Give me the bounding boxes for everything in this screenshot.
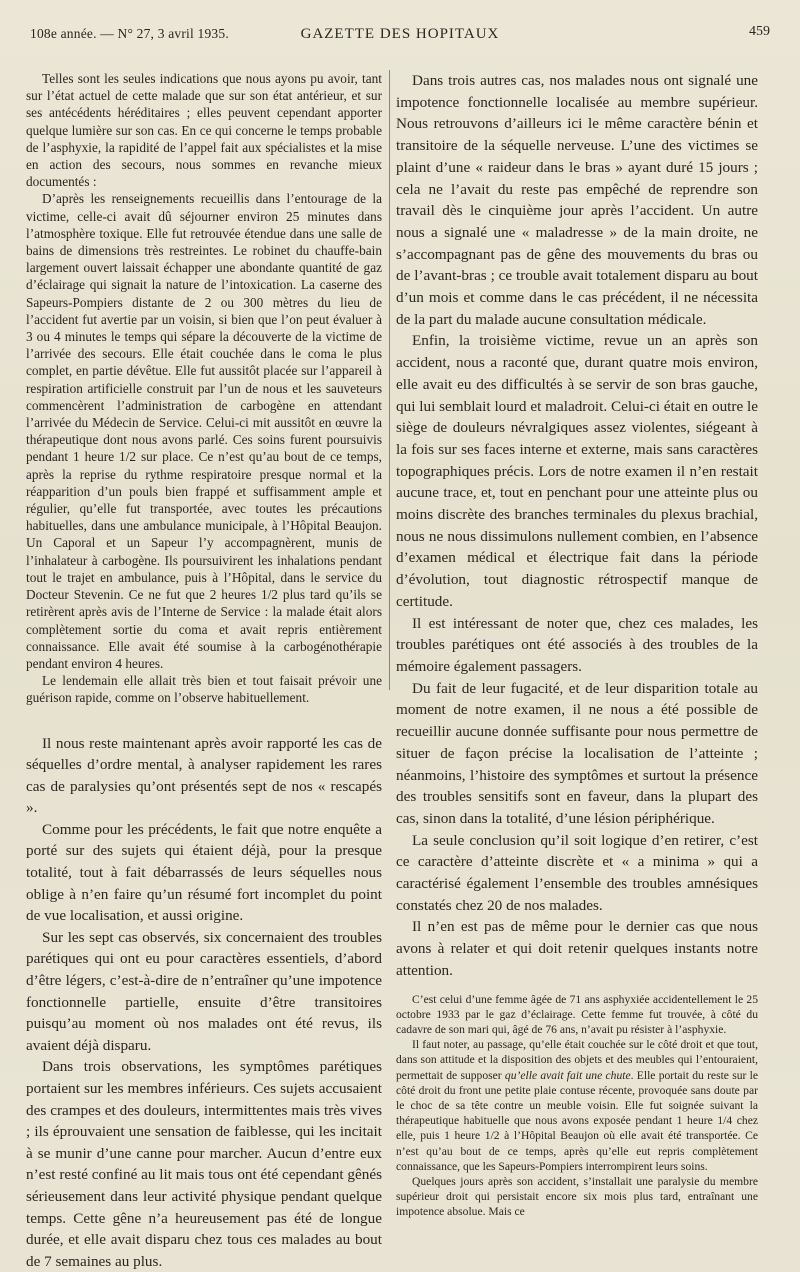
text-run: Il faut noter, au passage, qu’elle était couchée sur le côté droit et que tout, dans son attitude et la disposition des objets et des meubles qui l’entouraient, permettait de supposer — [396, 1038, 758, 1082]
section-spacer — [396, 982, 758, 992]
paragraph — [396, 1037, 758, 1174]
paragraph: Le lendemain elle allait très bien et tout faisait prévoir une guérison rapide, comme on l’observe habituellement. — [26, 673, 382, 706]
left-column — [26, 70, 382, 1270]
column-divider — [389, 70, 390, 690]
page-header — [30, 18, 770, 46]
italic-phrase: qu’elle avait fait une chute — [504, 1068, 631, 1082]
paragraph: Comme pour les précédents, le fait que notre enquête a porté sur des sujets qui étaient déjà, pour la presque totalité, tout à fait débarrassés de leurs séquelles nous oblige à n’en faire qu’un résumé fort incomplet du point de vue localisation, et aussi origine. — [26, 820, 382, 925]
issue-info: 108e année. — N° 27, 3 avril 1935. — [30, 26, 229, 41]
right-column — [396, 70, 758, 1219]
paragraph: Du fait de leur fugacité, et de leur disparition totale au moment de notre examen, il ne nous a été possible de recueillir aucune donnée suffisante pour nous permettre de situer de façon précise la localisation de l’atteinte ; néanmoins, l’histoire des symptômes et surtout la présence des troubles sensitifs sont en faveur, dans la plupart des cas, sinon dans la totalité, d’une lésion périphérique. — [396, 679, 758, 827]
paragraph: Enfin, la troisième victime, revue un an après son accident, nous a raconté que, durant quatre mois environ, elle avait eu des difficultés à se servir de son bras gauche, qui lui semblait lourd et maladroit. Celui-ci était en outre le siège de douleurs névralgiques assez violentes, siégeant à la fois sur ses faces interne et externe, mais sans caractères topographiques précis. Lors de notre examen il n’en restait aucune trace, et, tout en penchant pour une atteinte plus ou moins discrète des branches terminales du plexus brachial, nous ne nous dissimulons nullement combien, en l’absence d’examen médical et électrique fait dans la période d’évolution, tout diagnostic rétrospectif manque de certitude. — [396, 332, 758, 610]
paragraph: Il est intéressant de noter que, chez ces malades, les troubles parétiques ont été associés à des troubles de la mémoire également passagers. — [396, 614, 758, 675]
paragraph: Dans trois observations, les symptômes parétiques portaient sur les membres inférieurs. Ces sujets accusaient des crampes et des douleurs, intermittentes mais très vives ; ils éprouvaient une sensation de faiblesse, qui les incitait à se munir d’une canne pour marcher. Aucun d’entre eux n’est resté confiné au lit mais tous ont été cependant gênés sérieusement dans leur activité physique pendant quelque temps. Cette gêne n’a heureusement pas été de longue durée, et elle avait disparu chez tous ces malades au bout de 7 semaines au plus. — [26, 1058, 382, 1270]
paragraph: La seule conclusion qu’il soit logique d’en retirer, c’est ce caractère d’atteinte discrète et « a minima » qui a caractérisé également l’ensemble des troubles amnésiques constatés chez 20 de nos malades. — [396, 831, 758, 914]
paragraph: C’est celui d’une femme âgée de 71 ans asphyxiée accidentellement le 25 octobre 1933 par le gaz d’éclairage. Cette femme fut trouvée, à côté du cadavre de son mari qui, âgé de 76 ans, n’avait pu résister à l’asphyxie. — [396, 992, 758, 1036]
case-report — [396, 992, 758, 1220]
paragraph: D’après les renseignements recueillis dans l’entourage de la victime, celle-ci avait dû séjourner environ 25 minutes dans l’atmosphère toxique. Elle fut retrouvée étendue dans une salle de bains de dimensions très restreintes. Le robinet du chauffe-bain largement ouvert laissait échapper une abondante quantité de gaz d’éclairage qui signait la nature de l’intoxication. La caserne des Sapeurs-Pompiers distante de 2 ou 300 mètres du lieu de l’accident fut avertie par un voisin, si bien que l’on peut évaluer à 3 ou 4 minutes le temps qui sépare la découverte de la victime de l’arrivée des secours. Elle était couchée dans le coma le plus complet, en partie dévêtue. Elle fut aussitôt placée sur l’appareil à respiration artificielle construit par l’un de nous et les sauveteurs commencèrent l’administration de carbogène en attendant l’arrivée du Médecin de Service. Celui-ci mit aussitôt en œuvre la thérapeutique dont nous avons parlé. Ces soins furent poursuivis pendant 1 heure 1/2 sur place. Ce n’est qu’au bout de ce temps, après la reprise du rythme respiratoire presque normal et la réapparition d’un pouls bien frappé et suffisamment ample et régulier, qu’elle fut transportée, avec toutes les précautions habituelles, dans une ambulance municipale, à l’Hôpital Beaujon. Un Caporal et un Sapeur l’y accompagnèrent, munis de l’inhalateur à carbogène. Ils poursuivirent les inhalations pendant tout le trajet en ambulance, puis à l’Hôpital, dans le service du Docteur Stevenin. Ce ne fut que 2 heures 1/2 plus tard qu’ils se retirèrent après avis de l’Interne de Service : la malade était alors complètement sortie du coma et avait repris entièrement connaissance. Elle avait été soumise à la carbogénothérapie pendant environ 4 heures. — [26, 191, 382, 671]
paragraph: Dans trois autres cas, nos malades nous ont signalé une impotence fonctionnelle localisée au membre supérieur. Nous retrouvons d’ailleurs ici le même caractère bénin et transitoire de la séquelle nerveuse. L’une des victimes se plaint d’une « raideur dans le bras » ayant duré 15 jours ; cela ne l’avait du reste pas empêché de reprendre son travail dès le cinquième jour après l’accident. Un autre nous a signalé une « maladresse » de la main droite, ne s’accompagnant pas de gêne des mouvements du bras ou de l’avant-bras ; ce trouble avait totalement disparu au bout d’un mois et comme dans le cas précédent, il ne nécessita de la part du malade aucune consultation médicale. — [396, 72, 758, 328]
paragraph: Telles sont les seules indications que nous ayons pu avoir, tant sur l’état actuel de cette malade que sur son état antérieur, et sur ses antécédents héréditaires ; elles peuvent cependant apporter quelque lumière sur son cas. En ce qui concerne le temps probable de l’asphyxie, la rapidité de l’appel fait aux spécialistes et la mise en action des secours, nous sommes en revanche mieux documentés : — [26, 71, 382, 190]
main-text — [396, 70, 758, 982]
case-narrative — [26, 70, 382, 707]
text-run: . Elle portait du reste sur le côté droit du front une petite plaie contuse récente, provoquée sans doute par le choc de sa tête contre un meuble voisin. Elle fut soignée suivant la thérapeutique habituelle que nous avons exposée pendant 1 heure 1/4 chez elle, puis 1 heure 1/2 à l’Hôpital Beaujon où elle avait été transportée. Ce n’est qu’au bout de ce temps, après qu’elle eut repris complètement connaissance, que les Sapeurs-Pompiers interrompirent leurs soins. — [396, 1068, 758, 1173]
paragraph: Quelques jours après son accident, s’installait une paralysie du membre supérieur droit qui persistait encore six mois plus tard, entraînant une impotence absolue. Mais ce — [396, 1174, 758, 1219]
page-number: 459 — [749, 24, 770, 39]
main-text — [26, 733, 382, 1272]
paragraph: Sur les sept cas observés, six concernaient des troubles parétiques qui ont eu pour caractères essentiels, d’abord d’être légers, c’est-à-dire de n’entraîner qu’une impotence fonctionnelle partielle, ensuite d’être transitoires puisqu’au moment où nos malades ont été revus, ils avaient déjà disparu. — [26, 928, 382, 1054]
paragraph: Il nous reste maintenant après avoir rapporté les cas de séquelles d’ordre mental, à analyser rapidement les rares cas de paralysies qu’ont présentés sept de nos « rescapés ». — [26, 734, 382, 817]
paragraph: Il n’en est pas de même pour le dernier cas que nous avons à relater et qui doit retenir quelques instants notre attention. — [396, 918, 758, 979]
publication-title: GAZETTE DES HOPITAUX — [300, 26, 500, 42]
section-spacer — [26, 707, 382, 733]
